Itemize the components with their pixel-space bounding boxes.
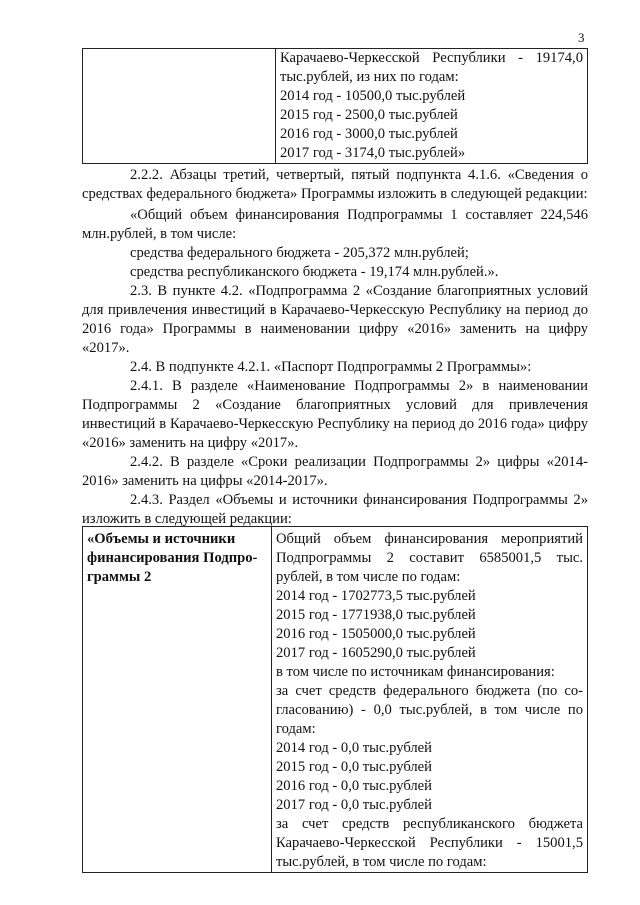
cell-line: 2017 год - 1605290,0 тыс.рублей xyxy=(276,645,476,661)
table-cell-financing-details xyxy=(272,527,588,873)
cell-line: 2014 год - 0,0 тыс.рублей xyxy=(276,740,432,756)
cell-line: 2016 год - 3000,0 тыс.рублей xyxy=(280,126,458,142)
table-row xyxy=(83,527,588,873)
paragraph: средства федерального бюджета - 205,372 млн.рублей; xyxy=(130,245,469,261)
cell-line: тыс.рублей, из них по годам: xyxy=(280,69,459,85)
table-cell-financing-details xyxy=(276,49,588,164)
cell-line: 2014 год - 1702773,5 тыс.рублей xyxy=(276,588,476,604)
cell-line: за счет средств федерального бюджета (по со- xyxy=(276,683,583,699)
cell-line: Подпрограммы 2 составит 6585001,5 тыс. xyxy=(276,550,583,566)
cell-line: 2016 год - 0,0 тыс.рублей xyxy=(276,778,432,794)
cell-line: финансирования Подпро- xyxy=(87,550,258,566)
paragraph: средства республиканского бюджета - 19,174 млн.рублей.». xyxy=(130,264,499,280)
table-row xyxy=(83,49,588,164)
cell-line: годам: xyxy=(276,721,316,737)
cell-line: Общий объем финансирования мероприятий xyxy=(276,531,583,547)
cell-line: за счет средств республиканского бюджета xyxy=(276,816,583,832)
cell-line: 2017 год - 3174,0 тыс.рублей» xyxy=(280,145,466,161)
cell-line: 2017 год - 0,0 тыс.рублей xyxy=(276,797,432,813)
cell-line: 2016 год - 1505000,0 тыс.рублей xyxy=(276,626,476,642)
table-cell-empty xyxy=(83,49,276,164)
cell-line: граммы 2 xyxy=(87,569,152,585)
paragraph: 2.3. В пункте 4.2. «Подпрограмма 2 «Создание благоприятных условий для привлечения инвестиций в Карачаево-Черкесскую Республику на период до 2016 года» Программы в наименовании цифру «2016» заменить на цифру «2017». xyxy=(82,283,588,356)
cell-line: в том числе по источникам финансирования: xyxy=(276,664,555,680)
financing-table-continued xyxy=(82,48,588,164)
cell-line: тыс.рублей, в том числе по годам: xyxy=(276,854,487,870)
page-number: 3 xyxy=(578,30,585,45)
cell-line: 2015 год - 0,0 тыс.рублей xyxy=(276,759,432,775)
cell-line: 2014 год - 10500,0 тыс.рублей xyxy=(280,88,466,104)
cell-line: Карачаево-Черкесской Республики - 15001,5 xyxy=(276,835,583,851)
paragraph: 2.2.2. Абзацы третий, четвертый, пятый подпункта 4.1.6. «Сведения о средствах федерального бюджета» Программы изложить в следующей редакции: xyxy=(82,167,588,202)
cell-line: рублей, в том числе по годам: xyxy=(276,569,461,585)
paragraph: 2.4. В подпункте 4.2.1. «Паспорт Подпрограммы 2 Программы»: xyxy=(130,359,532,375)
paragraph: 2.4.2. В разделе «Сроки реализации Подпрограммы 2» цифры «2014-2016» заменить на цифры «2014-2017». xyxy=(82,454,588,489)
cell-line: Карачаево-Черкесской Республики - 19174,0 xyxy=(280,50,583,66)
financing-table-subprogram-2 xyxy=(82,526,588,873)
cell-line: 2015 год - 2500,0 тыс.рублей xyxy=(280,107,458,123)
body-text xyxy=(82,166,588,529)
paragraph: «Общий объем финансирования Подпрограммы 1 составляет 224,546 млн.рублей, в том числе: xyxy=(82,207,588,242)
paragraph: 2.4.3. Раздел «Объемы и источники финансирования Подпрограммы 2» изложить в следующей редакции: xyxy=(82,492,588,527)
table-cell-section-title xyxy=(83,527,272,873)
cell-line: «Объемы и источники xyxy=(87,531,236,547)
paragraph: 2.4.1. В разделе «Наименование Подпрограммы 2» в наименовании Подпрограммы 2 «Создание благоприятных условий для привлечения инвестиций в Карачаево-Черкесскую Республику на период до 2016 года» цифру «2016» заменить на цифру «2017». xyxy=(82,378,588,451)
cell-line: 2015 год - 1771938,0 тыс.рублей xyxy=(276,607,476,623)
cell-line: гласованию) - 0,0 тыс.рублей, в том числе по xyxy=(276,702,583,718)
